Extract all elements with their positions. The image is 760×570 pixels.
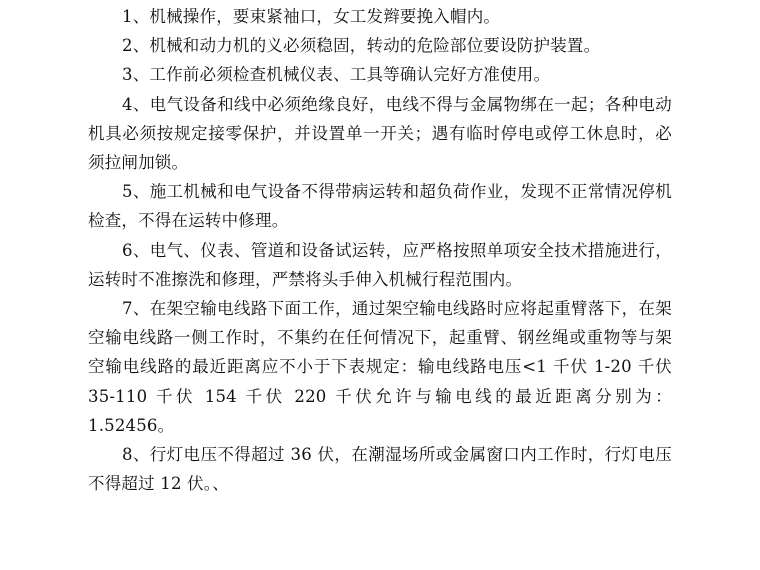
paragraph-2: 2、机械和动力机的义必须稳固，转动的危险部位要设防护装置。	[122, 36, 601, 56]
paragraph-5: 5、施工机械和电气设备不得带病运转和超负荷作业，发现不正常情况停机检查，不得在运转中修理。	[88, 182, 672, 231]
paragraph-6: 6、电气、仪表、管道和设备试运转，应严格按照单项安全技术措施进行，运转时不准擦洗和修理，严禁将头手伸入机械行程范围内。	[88, 240, 672, 289]
paragraph-7: 7、在架空输电线路下面工作，通过架空输电线路时应将起重臂落下，在架空输电线路一侧工作时，不集约在任何情况下，起重臂、钢丝绳或重物等与架空输电线路的最近距离应不小于下表规定：输电线路电压<1 千伏 1-20 千伏 35-110 千伏 154 千伏 220 千伏允许与输电线的最近距离分别为：1.52456。	[88, 299, 672, 435]
document-body	[88, 2, 672, 498]
paragraph-8: 8、行灯电压不得超过 36 伏，在潮湿场所或金属窗口内工作时，行灯电压不得超过 12 伏。、	[88, 445, 672, 494]
paragraph-3: 3、工作前必须检查机械仪表、工具等确认完好方准使用。	[122, 65, 551, 85]
paragraph-4: 4、电气设备和线中必须绝缘良好，电线不得与金属物绑在一起；各种电动机具必须按规定接零保护，并设置单一开关；遇有临时停电或停工休息时，必须拉闸加锁。	[88, 94, 672, 173]
paragraph-1: 1、机械操作，要束紧袖口，女工发辫要挽入帽内。	[122, 7, 501, 26]
